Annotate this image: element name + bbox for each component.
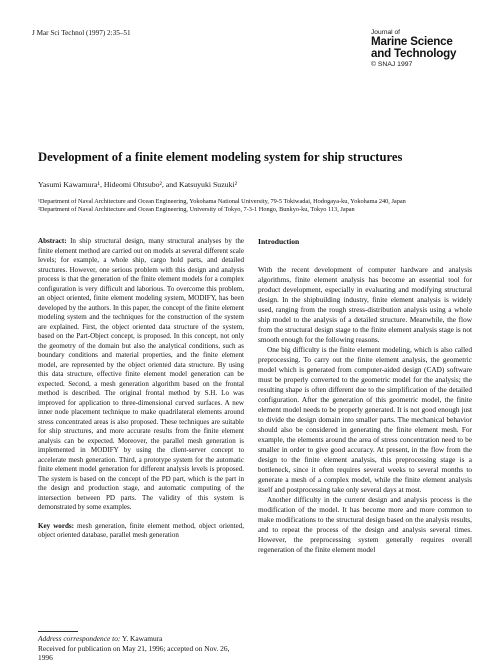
affiliation-1: ¹Department of Naval Architecture and Ocean Engineering, Yokohama National University, 79-5 Tokiwadai, Hodogaya-ku, Yokohama 240, Japan: [38, 198, 406, 205]
abstract-label: Abstract:: [38, 237, 67, 245]
journal-logo-line1: Journal of: [371, 29, 400, 36]
footnote: [38, 634, 244, 663]
affiliation-2: ²Department of Naval Architecture and Ocean Engineering, University of Tokyo, 7-3-1 Hongo, Bunkyo-ku, Tokyo 113, Japan: [38, 205, 355, 213]
journal-copyright: © SNAJ 1997: [371, 60, 413, 68]
introduction-column: [258, 237, 472, 555]
affiliations: [38, 198, 474, 214]
abstract-column: [38, 237, 244, 541]
intro-paragraph-2: One big difficulty is the finite element modeling, which is also called preprocessing. To carry out the finite element analysis, the geometric model which is generated from computer-aided design (CAD) software must be properly converted to the geometric model for the analysis; the resulting shape is often different due to the simplification of the detailed configuration. After the generation of this geometric model, the finite element model needs to be properly generated. It is not good enough just to divide the design domain into smaller parts. The mechanical behavior should also be considered in generating the finite element mesh. For example, the elements around the area of stress concentration need to be smaller in order to give good accuracy. At present, in the flow from the design to the finite element analysis, this preprocessing stage is a bottleneck, since it often requires several weeks to several months to generate a mesh of a complex model, while the finite element analysis itself and postprocessing take only several days at most.: [258, 345, 472, 494]
keywords: [38, 522, 244, 541]
received-date: Received for publication on May 21, 1996; accepted on Nov. 26, 1996: [38, 643, 230, 662]
keywords-text: mesh generation, finite element method, object oriented, object oriented database, parallel mesh generation: [38, 521, 244, 539]
footnote-divider: [38, 631, 78, 632]
journal-logo-line3: and Technology: [371, 46, 457, 60]
keywords-label: Key words:: [38, 521, 74, 530]
journal-logo: [371, 29, 471, 69]
journal-logo-line2: Marine Science: [371, 35, 453, 48]
correspondence-name: Y. Kawamura: [121, 634, 163, 643]
article-authors: Yasumi Kawamura¹, Hideomi Ohtsubo², and Katsuyuki Suzuki²: [38, 180, 237, 189]
journal-citation: J Mar Sci Technol (1997) 2:35–51: [32, 29, 131, 37]
correspondence-label: Address correspondence to:: [38, 634, 121, 643]
intro-paragraph-1: With the recent development of computer hardware and analysis algorithms, finite element analysis has become an essential tool for product development, especially in evaluating and modifying structural design. In the shipbuilding industry, finite element analysis is widely used, ranging from the rough stress-distribution analysis using a whole ship model to the analysis of a detailed structure. Meanwhile, the flow from the structural design stage to the finite element analysis stage is not smooth enough for the following reasons.: [258, 265, 472, 344]
article-title: Development of a finite element modeling system for ship structures: [38, 150, 403, 164]
intro-paragraph-3: Another difficulty in the current design and analysis process is the modification of the model. It has become more and more common to make modifications to the structural design based on the analysis results, and to repeat the process of the design and analysis several times. However, the preprocessing system generally requires overall regeneration of the finite element model: [258, 495, 472, 554]
abstract: [38, 237, 244, 513]
introduction-heading: Introduction: [258, 237, 300, 246]
abstract-text: In ship structural design, many structural analyses by the finite element method are carried out on models at several different scale levels; for example, a whole ship, cargo hold parts, and detailed structures. However, one serious problem with this design and analysis process is that the generation of the finite element models for a complex configuration is very difficult and laborious. To overcome this problem, an object oriented, finite element modeling system, MODIFY, has been developed by the authors. In this paper, the concept of the finite element modeling system and the techniques for the construction of the system are explained. First, the object oriented data structure of the system, based on the Part-Object concept, is proposed. In this concept, not only the geometry of the domain but also the analytical conditions, such as boundary conditions and material properties, and the finite element model, are represented by the object oriented data structure. By using this data structure, effective finite element model generation can be expected. Second, a mesh generation algorithm based on the frontal method is described. The original frontal method by S.H. Lo was improved for application to three-dimensional curved surfaces. A new inner node placement technique to make quadrilateral elements around stress concentrated areas is also proposed. These techniques are suitable for ship structures, and more accurate results from the finite element analysis can be expected. Moreover, the parallel mesh generation is implemented in MODIFY by using the client-server concept to accelerate mesh generation. Third, a prototype system for the automatic finite element model generation for different analysis levels is proposed. The system is based on the concept of the PD part, which is the part in the design and production stage, and automatic computing of the intersection between PD parts. The validity of this system is demonstrated by some examples.: [38, 237, 245, 511]
correspondence: [38, 634, 244, 644]
